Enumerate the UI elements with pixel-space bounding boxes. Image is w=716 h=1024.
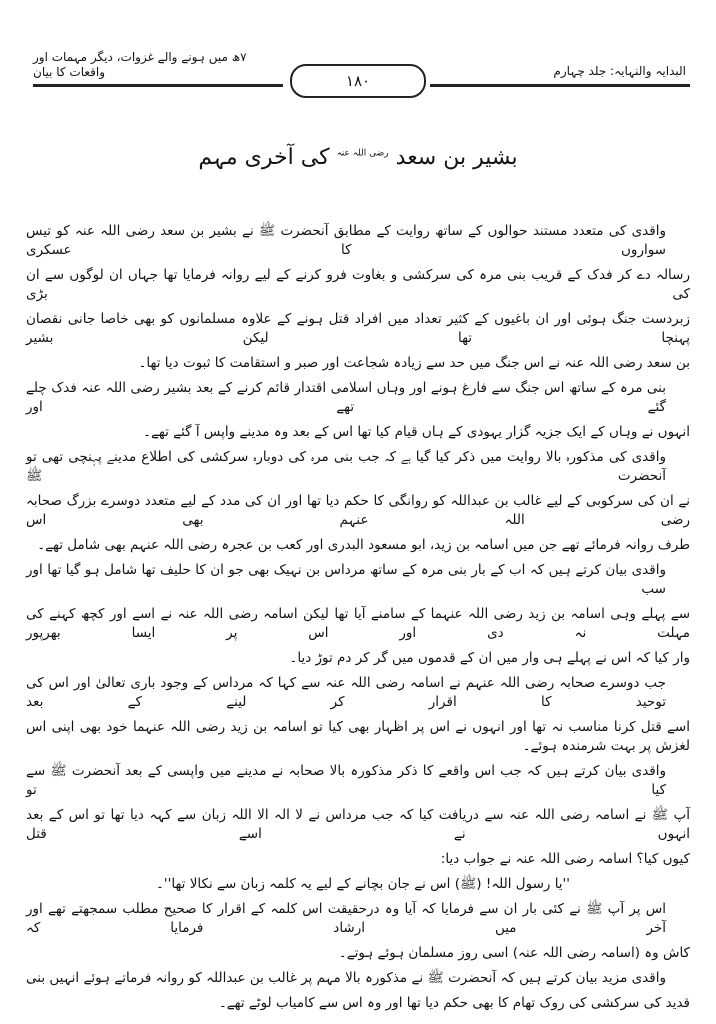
- text-line: بنی مرہ کے ساتھ اس جنگ سے فارغ ہونے اور وہاں اسلامی اقتدار قائم کرنے کے بعد بشیر رضی اللہ عنہ فدک چلے گئے تھے اور: [26, 380, 666, 415]
- section-title-name: بشیر بن سعد: [395, 145, 518, 170]
- running-header-chapter-title: ۷ھ میں ہونے والے غزوات، دیگر مہمات اور واقعات کا بیان: [33, 50, 247, 79]
- section-title-rest: کی آخری مہم: [198, 145, 330, 170]
- page-number: ١٨٠: [290, 64, 426, 98]
- header-rule-right: [430, 84, 690, 87]
- text-line: رسالہ دے کر فدک کے قریب بنی مرہ کی سرکشی و بغاوت فرو کرنے کے لیے روانہ فرمایا تھا جہاں ان لوگوں سے ان کی بڑی: [26, 267, 690, 302]
- text-line: اسے قتل کرنا مناسب نہ تھا اور انہوں نے اس پر اظہار بھی کیا تو اسامہ بن زید رضی اللہ عنہما خود بھی اپنی اس لغزش پر بہت شرمندہ ہوئے۔: [26, 719, 690, 754]
- text-line: طرف روانہ فرمائے تھے جن میں اسامہ بن زید، ابو مسعود البدری اور کعب بن عجرہ رضی اللہ عنہم بھی شامل تھے۔: [37, 537, 690, 553]
- text-line: بن سعد رضی اللہ عنہ نے اس جنگ میں حد سے زیادہ شجاعت اور صبر و استقامت کا ثبوت دیا تھا۔: [138, 355, 690, 371]
- text-line: واقدی کی متعدد مستند حوالوں کے ساتھ روایت کے مطابق آنحضرت ﷺ نے بشیر بن سعد رضی اللہ عنہ کو تیس سواروں کا عسکری: [26, 223, 666, 258]
- text-line: آپ ﷺ نے اسامہ رضی اللہ عنہ سے دریافت کیا کہ جب مرداس نے لا الہ الا اللہ زبان سے کہہ دیا تھا تو اس کے بعد انہوں نے اسے قتل: [26, 807, 690, 842]
- text-line: جب دوسرے صحابہ رضی اللہ عنہم نے اسامہ رضی اللہ عنہ سے کہا کہ مرداس کے وجود باری تعالیٰ اور اس کی توحید کا اقرار کر لینے کے بعد: [26, 675, 666, 710]
- text-line: ''یا رسول اللہ! (ﷺ) اس نے جان بچانے کے لیے یہ کلمہ زبان سے نکالا تھا''۔: [156, 876, 570, 892]
- text-line: سے پہلے وہی اسامہ بن زید رضی اللہ عنہما کے سامنے آیا تھا لیکن اسامہ رضی اللہ عنہ نے اسے اور کچھ کہنے کی مہلت نہ دی اور اس پر ایسا بھرپور: [26, 606, 690, 641]
- text-line: واقدی بیان کرتے ہیں کہ اب کے بار بنی مرہ کے ساتھ مرداس بن نہیک بھی جو ان کا حلیف تھا شامل ہو گیا تھا اور سب: [26, 562, 666, 597]
- text-line: قدید کی سرکشی کی روک تھام کا بھی حکم دیا تھا اور وہ اس سے کامیاب لوٹے تھے۔: [218, 995, 690, 1011]
- text-line: کاش وہ (اسامہ رضی اللہ عنہ) اسی روز مسلمان ہوئے ہوتے۔: [338, 945, 690, 961]
- text-line: اس پر آپ ﷺ نے کئی بار ان سے فرمایا کہ آیا وہ درحقیقت اس کلمہ کے اقرار کا صحیح مطلب سمجھتے تھے اور آخر میں ارشاد فرمایا کہ: [26, 901, 666, 936]
- honorific: رضی اللہ عنہ: [336, 148, 389, 159]
- running-header-book-title: البدایہ والنہایہ: جلد چہارم: [553, 64, 686, 78]
- text-line: واقدی مزید بیان کرتے ہیں کہ آنحضرت ﷺ نے مذکورہ بالا مہم پر غالب بن عبداللہ کو روانہ فرماتے ہوئے انہیں بنی: [26, 970, 666, 986]
- text-line: واقدی بیان کرتے ہیں کہ جب اس واقعے کا ذکر مذکورہ بالا صحابہ نے مدینے میں واپسی کے بعد آنحضرت ﷺ سے کیا تو: [26, 763, 666, 798]
- text-line: نے ان کی سرکوبی کے لیے غالب بن عبداللہ کو روانگی کا حکم دیا تھا اور ان کی مدد کے لیے متعدد دوسرے بزرگ صحابہ رضی اللہ عنہم بھی اس: [26, 493, 690, 528]
- header-rule-left: [33, 84, 283, 87]
- text-line: وار کیا کہ اس نے پہلے ہی وار میں ان کے قدموں میں گر کر دم توڑ دیا۔: [289, 650, 690, 666]
- text-line: زبردست جنگ ہوئی اور ان باغیوں کے کثیر تعداد میں افراد قتل ہونے کے علاوہ مسلمانوں کو بھی خاصا جانی نقصان پہنچا تھا لیکن بشیر: [26, 311, 690, 346]
- text-line: انہوں نے وہاں کے ایک جزیہ گزار یہودی کے ہاں قیام کیا تھا اس کے بعد وہ مدینے واپس آ گئے تھے۔: [143, 424, 690, 440]
- body-text: [26, 222, 690, 1019]
- section-title: [0, 145, 716, 170]
- text-line: واقدی کی مذکورہ بالا روایت میں ذکر کیا گیا ہے کہ جب بنی مرہ کی دوبارہ سرکشی کی اطلاع مدینے پہنچی تھی تو آنحضرت ﷺ: [26, 449, 666, 484]
- text-line: کیوں کیا؟ اسامہ رضی اللہ عنہ نے جواب دیا:: [440, 851, 690, 867]
